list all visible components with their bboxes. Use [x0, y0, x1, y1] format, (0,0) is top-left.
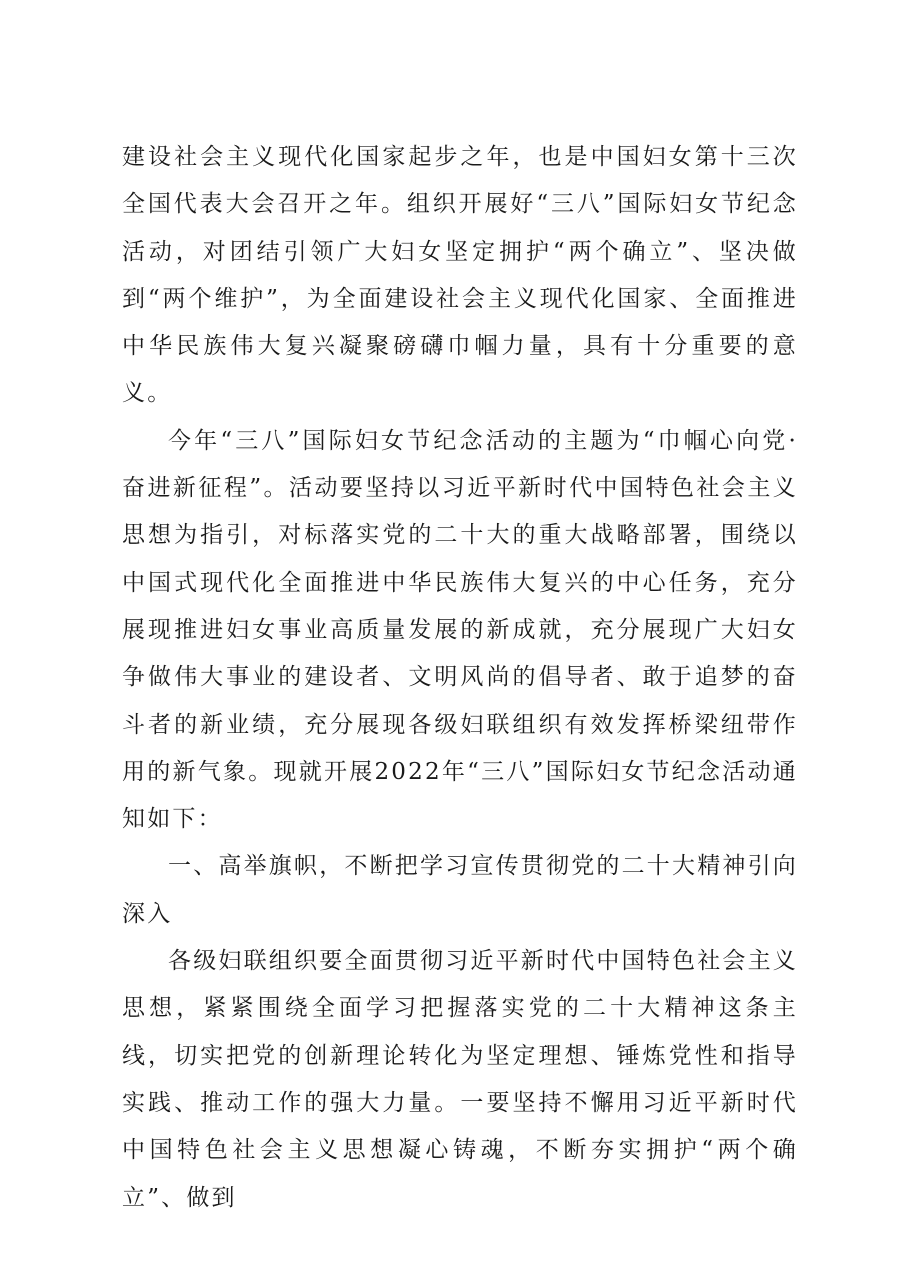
- body-paragraph-3: 各级妇联组织要全面贯彻习近平新时代中国特色社会主义思想，紧紧围绕全面学习把握落实党的二十大精神这条主线，切实把党的创新理论转化为坚定理想、锤炼党性和指导实践、推动工作的强大力量。一要坚持不懈用习近平新时代中国特色社会主义思想凝心铸魂，不断夯实拥护“两个确立”、做到: [122, 948, 798, 1211]
- section-heading-1: 一、高举旗帜，不断把学习宣传贯彻党的二十大精神引向深入: [122, 853, 798, 927]
- body-paragraph-1: 建设社会主义现代化国家起步之年，也是中国妇女第十三次全国代表大会召开之年。组织开展好“三八”国际妇女节纪念活动，对团结引领广大妇女坚定拥护“两个确立”、坚决做到“两个维护”，为全面建设社会主义现代化国家、全面推进中华民族伟大复兴凝聚磅礴巾帼力量，具有十分重要的意义。: [122, 144, 798, 407]
- body-paragraph-2: 今年“三八”国际妇女节纪念活动的主题为“巾帼心向党·奋进新征程”。活动要坚持以习近平新时代中国特色社会主义思想为指引，对标落实党的二十大的重大战略部署，围绕以中国式现代化全面推进中华民族伟大复兴的中心任务，充分展现推进妇女事业高质量发展的新成就，充分展现广大妇女争做伟大事业的建设者、文明风尚的倡导者、敢于追梦的奋斗者的新业绩，充分展现各级妇联组织有效发挥桥梁纽带作用的新气象。现就开展2022年“三八”国际妇女节纪念活动通知如下：: [122, 427, 798, 833]
- document-body: [122, 134, 798, 1222]
